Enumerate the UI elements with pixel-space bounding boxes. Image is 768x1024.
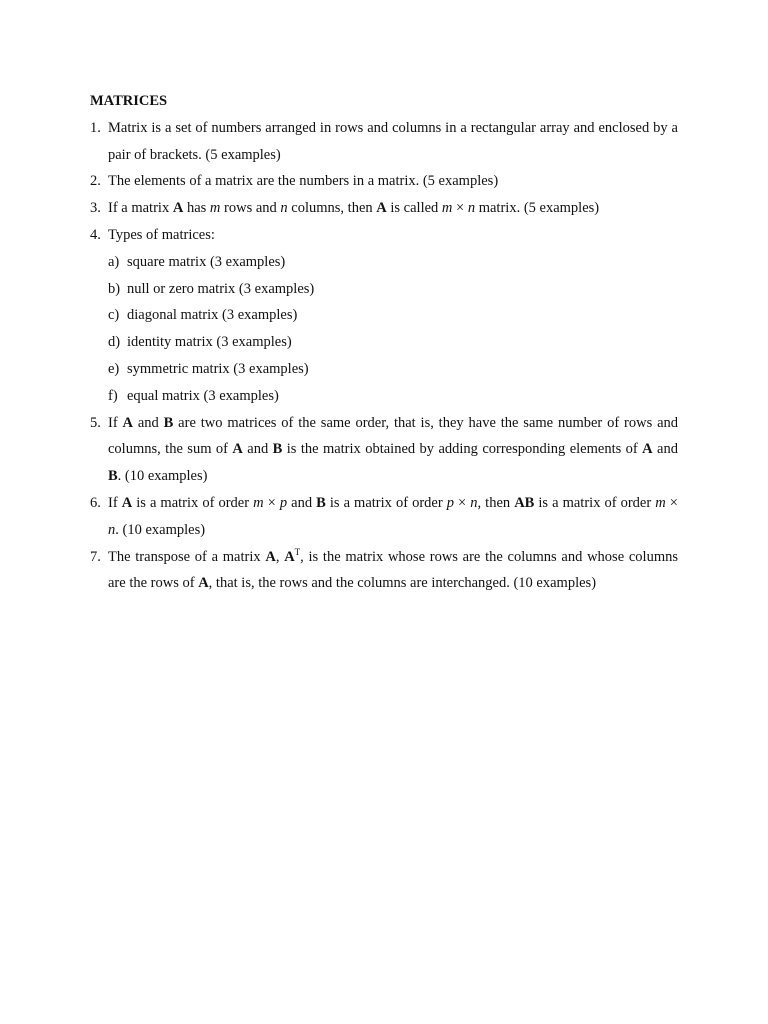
item-number: 4.	[90, 226, 101, 243]
item-number: 3.	[90, 200, 101, 217]
sub-item-text: square matrix (3 examples)	[127, 253, 286, 270]
sub-item-letter: d)	[108, 334, 121, 351]
list-item-3	[90, 195, 678, 222]
sub-item-text: equal matrix (3 examples)	[127, 387, 279, 404]
document-body	[90, 88, 678, 597]
item-text: Matrix is a set of numbers arranged in rows and columns in a rectangular array and enclosed by a pair of brackets. (5 examples)	[108, 119, 678, 163]
sub-item-a	[90, 249, 678, 276]
item-number: 5.	[90, 414, 101, 431]
item-text: The elements of a matrix are the numbers in a matrix. (5 examples)	[108, 173, 499, 190]
sub-item-c	[90, 302, 678, 329]
sub-item-text: diagonal matrix (3 examples)	[127, 307, 298, 324]
sub-item-letter: e)	[108, 360, 120, 377]
sub-item-d	[90, 329, 678, 356]
sub-item-letter: f)	[108, 387, 118, 404]
sub-item-f	[90, 383, 678, 410]
list-item-1	[90, 115, 678, 169]
list-item-2	[90, 168, 678, 195]
item-text: Types of matrices:	[108, 226, 215, 243]
sub-item-e	[90, 356, 678, 383]
document-title: MATRICES	[90, 93, 168, 109]
sub-item-letter: a)	[108, 253, 120, 270]
sub-item-letter: c)	[108, 307, 120, 324]
item-text: The transpose of a matrix A, $A^T$, is the matrix whose rows are the columns and whose columns are the rows of A, that is, the rows and the columns are interchanged. (10 examples)	[108, 546, 679, 592]
sub-item-text: symmetric matrix (3 examples)	[127, 360, 309, 377]
item-text: If A is a matrix of order m × p and B is a matrix of order p × n, then AB is a matrix of order m × n. (10 examples)	[108, 494, 678, 538]
sub-item-letter: b)	[108, 280, 121, 297]
transpose-superscript: T	[294, 546, 301, 557]
item-number: 6.	[90, 494, 101, 511]
list-item-5	[90, 410, 678, 490]
list-item-7	[90, 544, 678, 598]
item-text: If a matrix A has m rows and n columns, then A is called m × n matrix. (5 examples)	[108, 200, 600, 217]
item-number: 7.	[90, 548, 101, 565]
item-number: 2.	[90, 173, 101, 190]
sub-item-text: null or zero matrix (3 examples)	[127, 280, 315, 297]
item-text: If A and B are two matrices of the same order, that is, they have the same number of rows and columns, the sum of A and B is the matrix obtained by adding corresponding elements of A and B. (10 examples)	[108, 414, 679, 485]
sub-item-b	[90, 276, 678, 303]
sub-item-text: identity matrix (3 examples)	[127, 334, 292, 351]
list-item-6	[90, 490, 678, 544]
item-number: 1.	[90, 119, 101, 136]
list-item-4	[90, 222, 678, 249]
